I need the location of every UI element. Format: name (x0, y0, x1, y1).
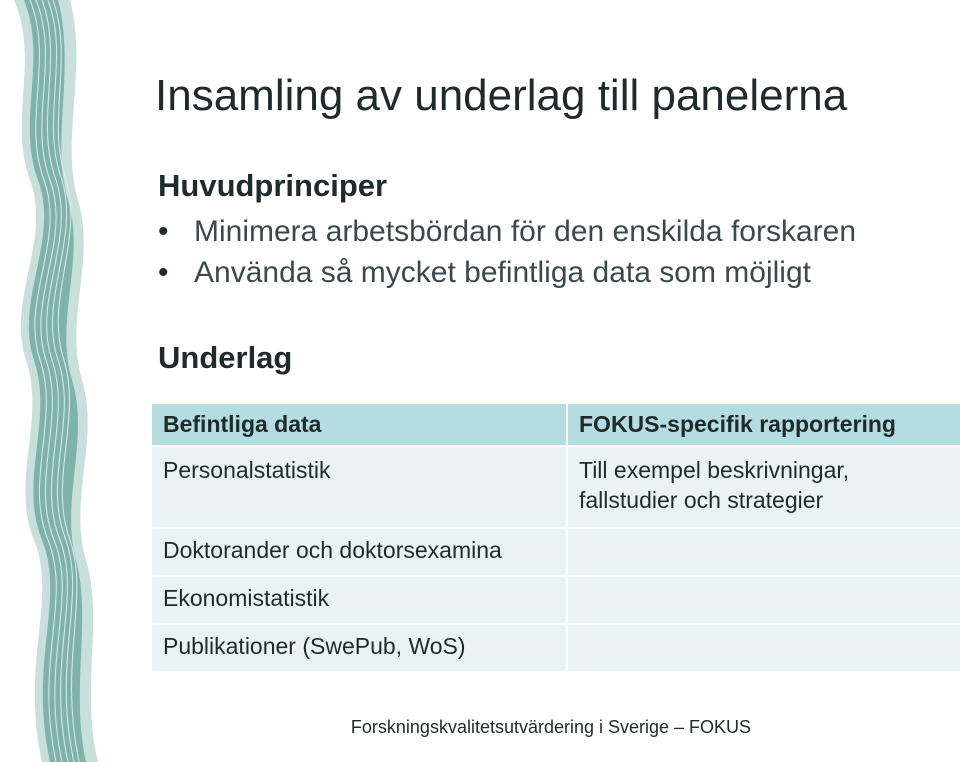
table-cell (568, 625, 960, 673)
decorative-strand-graphic (0, 0, 110, 762)
principle-item: • Minimera arbetsbördan för den enskilda forskaren (158, 211, 856, 252)
underlag-heading: Underlag (158, 340, 293, 375)
table-header-row (152, 404, 960, 447)
table-row (152, 577, 960, 625)
principle-item: • Använda så mycket befintliga data som möjligt (158, 252, 856, 293)
table-header-existing-data: Befintliga data (152, 404, 568, 447)
table-row (152, 625, 960, 673)
underlag-table (152, 404, 960, 673)
principles-heading: Huvudprinciper (158, 168, 388, 203)
table-header-fokus-reporting: FOKUS-specifik rapportering (568, 404, 960, 447)
table-cell: Doktorander och doktorsexamina (152, 529, 568, 577)
table-cell: Publikationer (SwePub, WoS) (152, 625, 568, 673)
table-cell (568, 577, 960, 625)
table-cell: Ekonomistatistik (152, 577, 568, 625)
table-row (152, 529, 960, 577)
table-row (152, 447, 960, 529)
principles-list (158, 211, 856, 293)
slide-title: Insamling av underlag till panelerna (155, 71, 848, 120)
table-cell: Personalstatistik (152, 447, 568, 529)
table-cell: Till exempel beskrivningar, fallstudier och strategier (568, 447, 960, 529)
footer-text: Forskningskvalitetsutvärdering i Sverige – FOKUS (350, 717, 752, 737)
table-cell (568, 529, 960, 577)
